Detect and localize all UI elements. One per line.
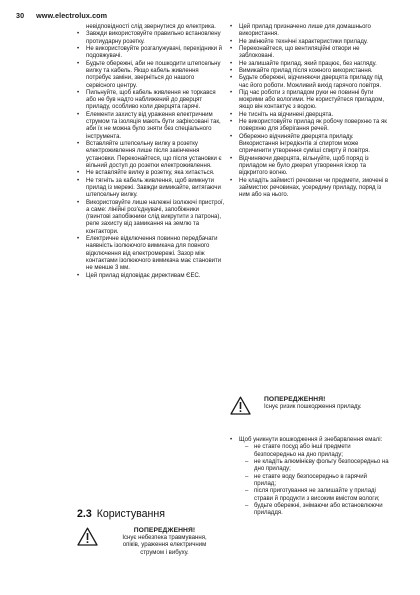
list-item: – після приготування не залишайте у приладі страви й продукти з високим вмістом вологи;: [245, 488, 390, 503]
list-item: • Обережно відчиняйте дверцята приладу. Використання інгредієнтів зі спиртом може спричинити утворення суміші спирту й повітря.: [230, 134, 390, 156]
right-column-enamel: [230, 437, 390, 517]
list-item: – будьте обережні, знімаючи або встановлюючи приладдя.: [245, 503, 390, 518]
list-item: • Електричне відключення повинно передбачати наявність ізолюючого вимикача для повного відключення від електромережі. Зазор між контактами ізолюючого вимикача має становити не менше 3 мм.: [77, 236, 225, 273]
list-item: • Під час роботи з приладом руки не повинні бути мокрими або вологими. Не користуйтеся приладом, якщо він контактує з водою.: [230, 90, 390, 112]
enamel-intro: Щоб уникнути вошкодження й знебарвлення емалі:: [239, 437, 383, 443]
warning-text: Існує ризик пошкодження приладу.: [264, 404, 362, 410]
left-bullet-list: [77, 31, 225, 280]
list-item: • Не змінюйте технічні характеристики приладу.: [230, 39, 390, 46]
list-item: – не ставте посуд або інші предмети безпосередньо на дно приладу;: [245, 444, 390, 459]
list-item: • Вставляйте штепсельну вилку в розетку електроживлення лише після закінчення установки. Переконайтеся, що після установки є вільний доступ до розетки електроживлення.: [77, 141, 225, 170]
list-item: • Переконайтеся, що вентиляційні отвори не заблоковані.: [230, 46, 390, 61]
warning-title: ПОПЕРЕДЖЕННЯ!: [133, 527, 196, 534]
enamel-list: [230, 437, 390, 517]
warning-text: Існує небезпека травмування, опіків, ураження електричним струмом і вибуху.: [122, 535, 207, 556]
list-item: [230, 437, 390, 517]
right-column: [230, 24, 390, 200]
list-item: • Будьте обережні, аби не пошкодити штепсельну вилку та кабель. Якщо кабель живлення потребує заміни, зверніться до нашого сервісного центру.: [77, 61, 225, 90]
list-item: • Не кладіть займисті речовини чи предмети, змочені в займистих речовинах, усередину приладу, поряд із ним або на нього.: [230, 178, 390, 200]
page-number: 30: [16, 11, 25, 20]
list-item: • Не залишайте прилад, який працює, без нагляду.: [230, 61, 390, 68]
right-bullet-list: [230, 24, 390, 200]
list-item: – не кладіть алюмінієву фольгу безпосередньо на дно приладу;: [245, 459, 390, 474]
list-item: • Пильнуйте, щоб кабель живлення не торкався або не був надто наближений до дверцят приладу, особливо коли дверцята гарячі.: [77, 90, 225, 112]
list-item: • Не тягніть за кабель живлення, щоб вимкнути прилад із мережі. Завжди вимикайте, витягаючи штепсельну вилку.: [77, 178, 225, 200]
list-item: • Завжди використовуйте правильно встановлену протиударну розетку.: [77, 31, 225, 46]
section-title: Користування: [96, 508, 165, 520]
list-item: • Вимикайте прилад після кожного використання.: [230, 68, 390, 75]
list-item: • Відчиняючи дверцята, вільнуйте, щоб поряд із приладом не було джерел утворення іскор та відкритого вогню.: [230, 156, 390, 178]
list-item: • Цей прилад призначено лише для домашнього використання.: [230, 24, 390, 39]
left-column: [77, 24, 225, 280]
section-heading: [77, 508, 165, 520]
list-item: • Не використовуйте прилад як робочу поверхню та як поверхню для зберігання речей.: [230, 119, 390, 134]
site-url: www.electrolux.com: [36, 11, 108, 20]
list-item: • Використовуйте лише належні ізолюючі пристрої, а саме: лінійні роз'єднувачі, запобіжники (гвинтові запобіжники слід викрутити з патрона), реле захисту від замикання на землю та контактори.: [77, 200, 225, 237]
list-item: • Цей прилад відповідає директивам ЄЕС.: [77, 273, 225, 280]
page-header: [16, 11, 107, 20]
enamel-sub-list: [239, 444, 390, 517]
lead-text: невідповідності слід звернутися до електрика.: [86, 24, 216, 30]
list-item: • Не вставляйте вилку в розетку, яка хитається.: [77, 170, 225, 177]
list-item: – не ставте воду безпосередньо в гарячий прилад;: [245, 474, 390, 489]
warning-triangle-icon: [230, 396, 251, 415]
section-number: 2.3: [77, 508, 92, 520]
warning-triangle-icon: [77, 527, 98, 546]
list-item: • Не тисніть на відчинені дверцята.: [230, 112, 390, 119]
list-item: • Елементи захисту від ураження електричним струмом та ізоляція мають бути зафіксовані так, аби їх не можна було зняти без спеціального інструмента.: [77, 112, 225, 141]
list-item: • Не використовуйте розгалужувачі, перехідники й подовжувачі.: [77, 46, 225, 61]
warning-title: ПОПЕРЕДЖЕННЯ!: [264, 396, 326, 403]
list-item: • Будьте обережні, відчиняючи дверцята приладу під час його роботи. Можливий вихід гарячого повітря.: [230, 75, 390, 90]
